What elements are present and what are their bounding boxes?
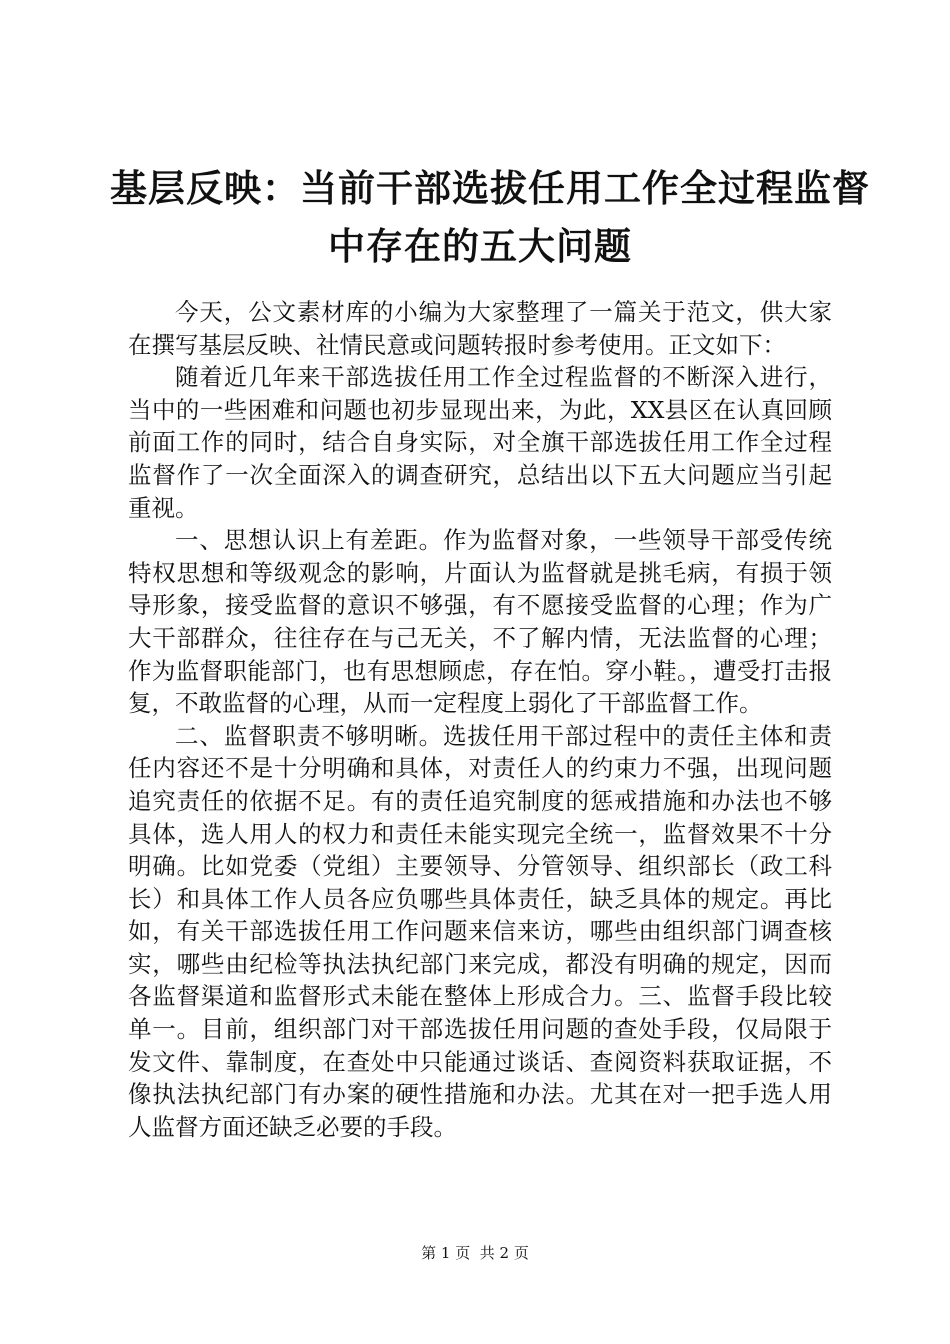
page-number-footer: 第 1 页 共 2 页: [421, 1244, 529, 1262]
paragraph-intro: 今天，公文素材库的小编为大家整理了一篇关于范文，供大家在撰写基层反映、社情民意或问题转报时参考使用。正文如下：: [128, 298, 832, 359]
document-title-line-2: 中存在的五大问题: [328, 224, 632, 268]
document-body: [128, 296, 832, 1143]
paragraph-background: 随着近几年来干部选拔任用工作全过程监督的不断深入进行，当中的一些困难和问题也初步显现出来，为此，XX县区在认真回顾前面工作的同时，结合自身实际，对全旗干部选拔任用工作全过程监督作了一次全面深入的调查研究，总结出以下五大问题应当引起重视。: [128, 363, 832, 522]
paragraph-issue-one: 一、思想认识上有差距。作为监督对象，一些领导干部受传统特权思想和等级观念的影响，片面认为监督就是挑毛病，有损于领导形象，接受监督的意识不够强，有不愿接受监督的心理；作为广大干部群众，往往存在与己无关，不了解内情，无法监督的心理；作为监督职能部门，也有思想顾虑，存在怕。穿小鞋。，遭受打击报复，不敢监督的心理，从而一定程度上弱化了干部监督工作。: [128, 526, 832, 718]
document-title-line-1: 基层反映：当前干部选拔任用工作全过程监督: [110, 166, 870, 210]
paragraph-issue-two-three: 二、监督职责不够明晰。选拔任用干部过程中的责任主体和责任内容还不是十分明确和具体，对责任人的约束力不强，出现问题追究责任的依据不足。有的责任追究制度的惩戒措施和办法也不够具体，选人用人的权力和责任未能实现完全统一，监督效果不十分明确。比如党委（党组）主要领导、分管领导、组织部长（政工科长）和具体工作人员各应负哪些具体责任，缺乏具体的规定。再比如，有关干部选拔任用工作问题来信来访，哪些由组织部门调查核实，哪些由纪检等执法执纪部门来完成，都没有明确的规定，因而各监督渠道和监督形式未能在整体上形成合力。三、监督手段比较单一。目前，组织部门对干部选拔任用问题的查处手段，仅局限于发文件、靠制度，在查处中只能通过谈话、查阅资料获取证据，不像执法执纪部门有办案的硬性措施和办法。尤其在对一把手选人用人监督方面还缺乏必要的手段。: [128, 721, 832, 1141]
